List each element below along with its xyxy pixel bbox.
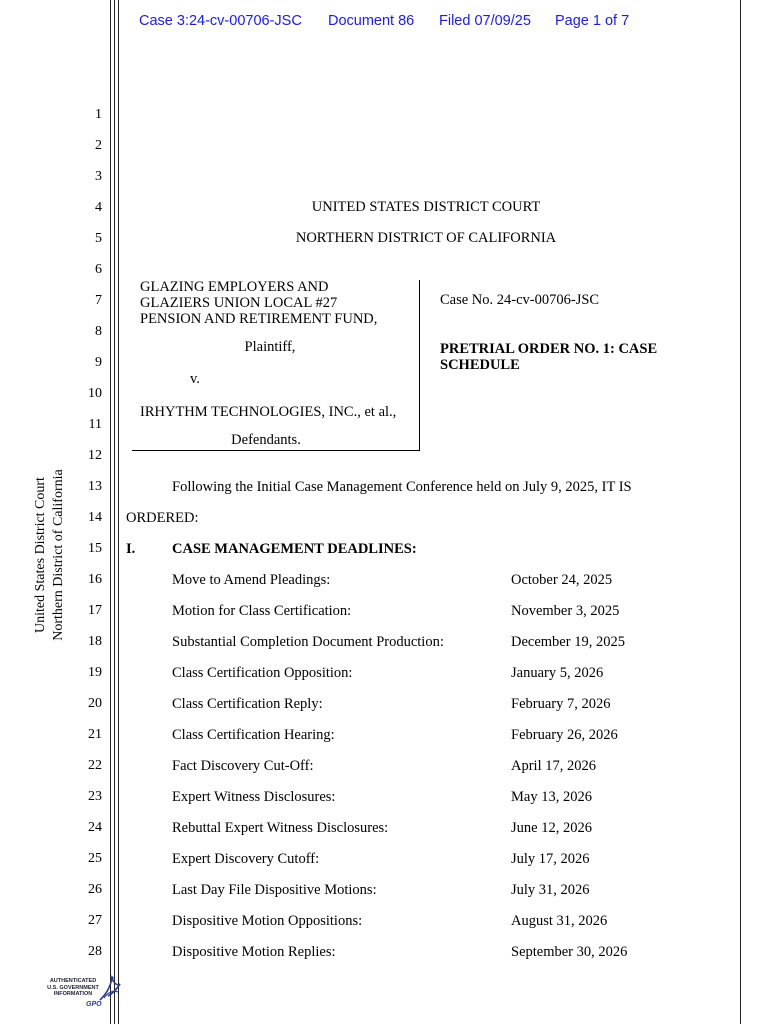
line-number: 22 [88,758,102,773]
case-number: Case No. 24-cv-00706-JSC [440,292,600,308]
line-number: 6 [95,262,102,277]
deadline-date: April 17, 2026 [511,758,596,774]
line-number: 25 [88,851,102,866]
line-number: 24 [88,820,102,835]
deadline-event: Class Certification Opposition: [172,665,353,681]
line-number: 23 [88,789,102,804]
line-number: 13 [88,479,102,494]
header-page-count: Page 1 of 7 [555,13,630,29]
line-number: 27 [88,913,102,928]
intro-line-1: Following the Initial Case Management Conference held on July 9, 2025, IT IS [172,479,632,495]
line-number: 3 [95,169,102,184]
left-margin-rule-third [118,0,119,1024]
line-number: 11 [88,417,102,432]
deadline-event: Last Day File Dispositive Motions: [172,882,377,898]
line-number: 5 [95,231,102,246]
page-header [0,13,770,35]
deadline-date: October 24, 2025 [511,572,613,588]
section-number: I. [126,541,136,557]
deadline-date: December 19, 2025 [511,634,625,650]
line-number: 10 [88,386,102,401]
left-margin-rule-inner [114,0,115,1024]
plaintiff-line-1: GLAZING EMPLOYERS AND [140,279,329,295]
section-title: CASE MANAGEMENT DEADLINES: [172,541,417,557]
deadline-date: June 12, 2026 [511,820,592,836]
line-number: 20 [88,696,102,711]
order-title-line-1: PRETRIAL ORDER NO. 1: CASE [440,341,658,357]
deadline-event: Dispositive Motion Oppositions: [172,913,363,929]
plaintiff-line-2: GLAZIERS UNION LOCAL #27 [140,295,338,311]
plaintiff-line-3: PENSION AND RETIREMENT FUND, [140,311,378,327]
line-number: 2 [95,138,102,153]
deadline-event: Expert Discovery Cutoff: [172,851,320,867]
line-number: 8 [95,324,102,339]
seal-text-line-3: INFORMATION [53,991,93,997]
court-name: UNITED STATES DISTRICT COURT [311,199,541,215]
line-number: 21 [88,727,102,742]
line-number: 4 [95,200,102,215]
deadline-date: February 26, 2026 [511,727,618,743]
header-filed-date: Filed 07/09/25 [439,13,531,29]
line-number: 15 [88,541,102,556]
deadline-date: July 17, 2026 [511,851,590,867]
header-document-number: Document 86 [328,13,415,29]
line-number: 17 [88,603,102,618]
seal-text-line-2: U.S. GOVERNMENT [47,984,99,991]
deadline-event: Dispositive Motion Replies: [172,944,336,960]
line-number: 9 [95,355,102,370]
deadline-date: November 3, 2025 [511,603,620,619]
left-margin-rule [110,0,111,1024]
sidebar-court-name: United States District Court [33,477,48,633]
deadline-date: September 30, 2026 [511,944,628,960]
deadline-event: Expert Witness Disclosures: [172,789,336,805]
line-number: 7 [95,293,102,308]
line-number: 18 [88,634,102,649]
deadline-event: Motion for Class Certification: [172,603,352,619]
intro-line-2: ORDERED: [126,510,199,526]
caption-bottom-rule [132,450,420,451]
line-number: 14 [88,510,102,525]
defendant-role: Defendants. [231,432,301,448]
line-number: 12 [88,448,102,463]
plaintiff-role: Plaintiff, [244,339,296,355]
seal-label: GPO [86,1001,102,1008]
line-number: 19 [88,665,102,680]
deadline-event: Move to Amend Pleadings: [172,572,331,588]
header-case-number: Case 3:24-cv-00706-JSC [139,13,302,29]
deadline-event: Substantial Completion Document Production: [172,634,444,650]
sidebar-district-name: Northern District of California [51,469,66,641]
deadline-date: February 7, 2026 [511,696,611,712]
line-number: 28 [88,944,102,959]
deadline-event: Class Certification Hearing: [172,727,335,743]
deadline-date: August 31, 2026 [511,913,608,929]
line-number: 16 [88,572,102,587]
deadline-event: Class Certification Reply: [172,696,323,712]
deadline-event: Rebuttal Expert Witness Disclosures: [172,820,389,836]
line-number: 1 [95,107,102,122]
caption-divider [419,280,420,451]
court-district: NORTHERN DISTRICT OF CALIFORNIA [295,230,557,246]
deadline-event: Fact Discovery Cut-Off: [172,758,314,774]
deadline-date: July 31, 2026 [511,882,590,898]
court-sidebar [30,460,70,650]
versus: v. [190,371,200,387]
gpo-authentication-seal [44,974,134,1018]
order-title-line-2: SCHEDULE [440,357,520,373]
deadline-date: January 5, 2026 [511,665,604,681]
eagle-icon [96,974,122,1002]
line-number: 26 [88,882,102,897]
deadline-date: May 13, 2026 [511,789,592,805]
defendant-name: IRHYTHM TECHNOLOGIES, INC., et al., [140,404,397,420]
right-margin-rule [740,0,741,1024]
seal-text-line-1: AUTHENTICATED [49,978,97,984]
